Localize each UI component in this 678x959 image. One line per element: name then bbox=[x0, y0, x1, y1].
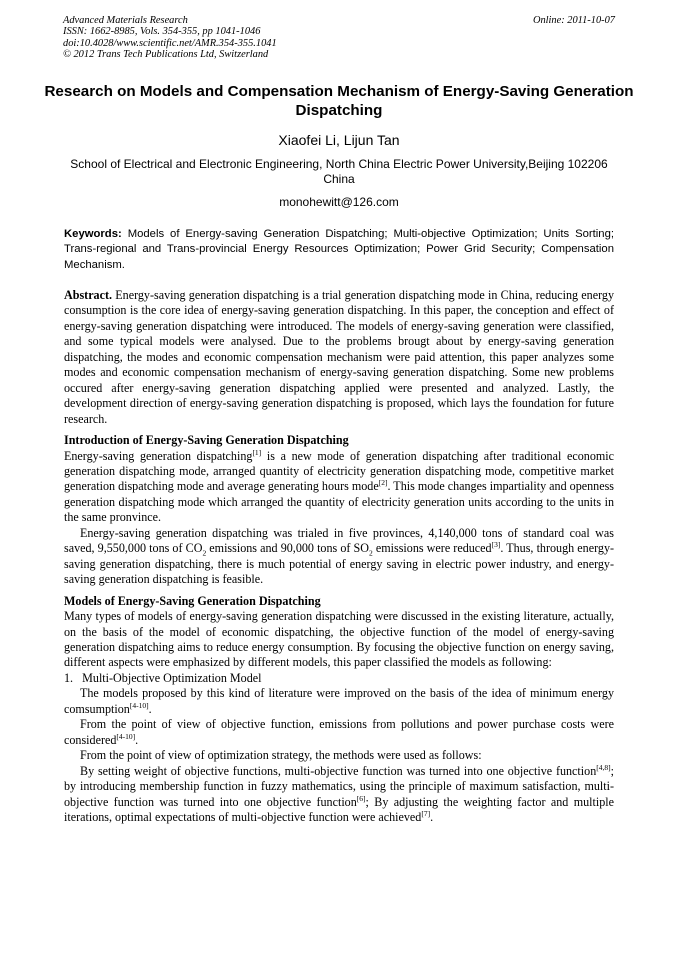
keywords-label: Keywords: bbox=[64, 228, 122, 240]
keywords-text: Models of Energy-saving Generation Dispatching; Multi-objective Optimization; Units Sorting; Trans-regional and Trans-provincial Energy Resources Optimization; Power Grid Security; Compensation Mechanism. bbox=[64, 228, 615, 271]
paragraph: From the point of view of optimization strategy, the methods were used as follows: bbox=[80, 748, 482, 763]
paragraph: Many types of models of energy-saving generation dispatching were discussed in the existing literature, actually, on the basis of the model of economic dispatching, the objective function of the model of energy-saving generation dispatching aims to reduce energy consumption. By focusing the objective function on energy saving, different aspects were emphasized by different models, this paper classified the models as following: bbox=[64, 609, 614, 670]
citation: [4-10] bbox=[129, 700, 149, 710]
keywords bbox=[64, 227, 614, 273]
list-item: 1. Multi-Objective Optimization Model bbox=[64, 670, 262, 685]
abstract bbox=[64, 288, 614, 427]
citation: [4,8] bbox=[596, 762, 611, 772]
citation: [6] bbox=[356, 793, 366, 803]
online-date: Online: 2011-10-07 bbox=[532, 15, 615, 26]
paper-affiliation: School of Electrical and Electronic Engineering, North China Electric Power University,Beijing 102206 China bbox=[70, 157, 608, 187]
paper-body bbox=[64, 288, 614, 825]
citation: [2] bbox=[378, 478, 388, 488]
journal-header bbox=[63, 15, 277, 61]
citation: [4-10] bbox=[116, 731, 136, 741]
citation: [3] bbox=[491, 540, 501, 550]
journal-issn: ISSN: 1662-8985, Vols. 354-355, pp 1041-1046 bbox=[63, 26, 261, 38]
paragraph: From the point of view of objective function, emissions from pollutions and power purchase costs were considered[4-10]. bbox=[64, 717, 614, 747]
paper-title: Research on Models and Compensation Mechanism of Energy-Saving Generation Dispatching bbox=[44, 83, 634, 119]
journal-copyright: © 2012 Trans Tech Publications Ltd, Switzerland bbox=[63, 49, 269, 61]
abstract-text: Energy-saving generation dispatching is a trial generation dispatching mode in China, reducing energy consumption is the core idea of energy-saving generation dispatching. In this paper, the conception and effect of energy-saving generation dispatching were introduced. The models of energy-saving generation were classified, and some typical models were analysed. Due to the problems brougt about by energy-saving generation dispatching, the modes and economic compensation mechanism were paid attention, this paper analyzes some modes and economic compensation mechanism of energy-saving generation dispatching. Some new problems occured after energy-saving generation dispatching applied were presented and analyzed. Lastly, the development direction of energy-saving generation dispatching is proposed, which lays the foundation for future research. bbox=[64, 288, 614, 426]
citation: [7] bbox=[421, 808, 431, 818]
section-heading-introduction: Introduction of Energy-Saving Generation Dispatching bbox=[64, 433, 349, 448]
paper-authors: Xiaofei Li, Lijun Tan bbox=[278, 132, 400, 148]
section-heading-models: Models of Energy-Saving Generation Dispatching bbox=[64, 593, 321, 608]
paragraph: Energy-saving generation dispatching[1] is a new mode of generation dispatching after traditional economic generation dispatching mode, arranged quantity of electricity generation dispatching mode, competitive market generation dispatching mode and average generating hours mode[2]. This mode changes impartiality and openness generation dispatching mode which arranged the quantity of electricity generation units according to the units in the same pronvince. bbox=[64, 447, 614, 525]
author-email: monohewitt@126.com bbox=[279, 195, 399, 209]
citation: [1] bbox=[252, 447, 262, 457]
journal-doi: doi:10.4028/www.scientific.net/AMR.354-355.1041 bbox=[63, 37, 277, 49]
journal-name: Advanced Materials Research bbox=[63, 15, 188, 26]
paragraph: The models proposed by this kind of literature were improved on the basis of the idea of minimum energy comsumption[4-10]. bbox=[64, 686, 614, 716]
paragraph: Energy-saving generation dispatching was trialed in five provinces, 4,140,000 tons of standard coal was saved, 9,550,000 tons of $CO_2$ emissions and 90,000 tons of $SO_2$ emissions were reduced[3]. Thus, through energy-saving generation dispatching, there is much potential of energy saving in electric power industry, and energy-saving generation dispatching is feasible. bbox=[64, 525, 615, 587]
abstract-label: Abstract. bbox=[64, 288, 113, 302]
paragraph: By setting weight of objective functions, multi-objective function was turned into one objective function[4,8]; by introducing membership function in fuzzy mathematics, using the principle of maximum satisfaction, multi-objective function was turned into one objective function[6]; By adjusting the weighting factor and multiple iterations, optimal expectations of multi-objective function were achieved[7]. bbox=[64, 762, 614, 824]
